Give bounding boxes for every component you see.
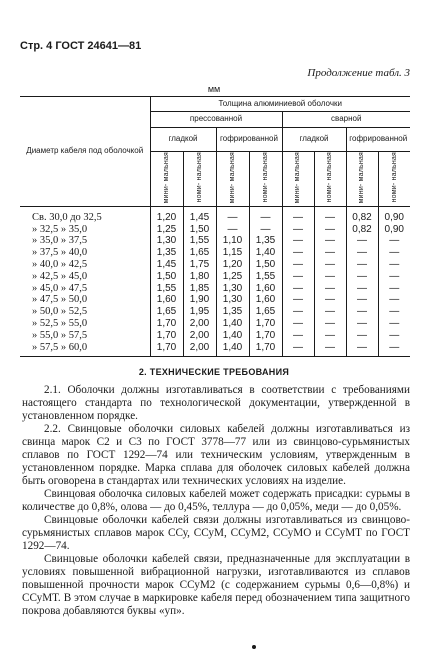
nom-header: номи- нальная bbox=[390, 152, 398, 203]
page-header: Стр. 4 ГОСТ 24641—81 bbox=[20, 40, 142, 52]
nom-header: номи- нальная bbox=[261, 152, 269, 203]
thickness-cell: — bbox=[282, 224, 314, 236]
thickness-cell: — bbox=[282, 235, 314, 247]
thickness-cell: 1,95 bbox=[183, 306, 216, 318]
thickness-cell: 1,10 bbox=[216, 235, 249, 247]
thickness-cell: 1,75 bbox=[183, 259, 216, 271]
thickness-cell: — bbox=[378, 235, 410, 247]
thickness-table bbox=[20, 96, 410, 357]
table-row bbox=[20, 318, 410, 330]
thickness-cell: 1,90 bbox=[183, 294, 216, 306]
min-header: мини- мальная bbox=[294, 152, 302, 204]
thickness-cell: — bbox=[346, 294, 378, 306]
paragraph: Свинцовая оболочка силовых кабелей может содержать присадки: сурьмы в количестве до 0,8%, олова — до 0,45%, теллура — до 0,05%, меди — до 0,05%. bbox=[22, 488, 410, 513]
thickness-cell: 0,90 bbox=[378, 224, 410, 236]
thickness-cell: 1,50 bbox=[150, 271, 183, 283]
thickness-cell: — bbox=[378, 294, 410, 306]
thickness-cell: — bbox=[314, 294, 346, 306]
thickness-cell: 1,15 bbox=[216, 247, 249, 259]
paragraph: 2.2. Свинцовые оболочки силовых кабелей должны изготавливаться из свинца марок С2 и С3 по ГОСТ 3778—77 или из свинцово-сурьмянистых сплавов по ГОСТ 1292—74 или техническим условиям, утвержденным в установленном порядке. Марка сплава для оболочек силовых кабелей должна быть оговорена в стандартах или технических условиях на изделие. bbox=[22, 423, 410, 487]
thickness-cell: — bbox=[378, 342, 410, 357]
body-text bbox=[22, 384, 410, 618]
thickness-cell: — bbox=[346, 306, 378, 318]
thickness-cell: 1,55 bbox=[249, 271, 282, 283]
thickness-cell: 1,45 bbox=[183, 206, 216, 223]
diameter-range-cell: » 45,0 » 47,5 bbox=[20, 283, 150, 295]
diameter-range-cell: » 37,5 » 40,0 bbox=[20, 247, 150, 259]
diameter-range-cell: » 55,0 » 57,5 bbox=[20, 330, 150, 342]
thickness-cell: — bbox=[346, 283, 378, 295]
thickness-cell: 1,65 bbox=[183, 247, 216, 259]
thickness-cell: — bbox=[249, 224, 282, 236]
thickness-cell: 0,90 bbox=[378, 206, 410, 223]
min-header: мини- мальная bbox=[358, 152, 366, 204]
thickness-cell: — bbox=[346, 247, 378, 259]
min-header: мини- мальная bbox=[228, 152, 236, 204]
thickness-cell: — bbox=[378, 271, 410, 283]
thickness-cell: — bbox=[314, 247, 346, 259]
thickness-cell: — bbox=[314, 206, 346, 223]
thickness-cell: — bbox=[378, 247, 410, 259]
thickness-cell: 1,60 bbox=[249, 294, 282, 306]
thickness-cell: — bbox=[314, 271, 346, 283]
thickness-cell: — bbox=[314, 330, 346, 342]
thickness-cell: — bbox=[378, 283, 410, 295]
paragraph: 2.1. Оболочки должны изготавливаться в соответствии с требованиями настоящего стандарта по технологической документации, утвержденной в установленном порядке. bbox=[22, 384, 410, 422]
thickness-cell: — bbox=[346, 259, 378, 271]
table-row bbox=[20, 306, 410, 318]
thickness-cell: — bbox=[378, 330, 410, 342]
thickness-cell: — bbox=[282, 247, 314, 259]
diameter-range-cell: » 40,0 » 42,5 bbox=[20, 259, 150, 271]
pressed-smooth-header: гладкой bbox=[150, 128, 216, 152]
table-row bbox=[20, 330, 410, 342]
thickness-cell: 1,80 bbox=[183, 271, 216, 283]
thickness-cell: 0,82 bbox=[346, 224, 378, 236]
section-title: 2. ТЕХНИЧЕСКИЕ ТРЕБОВАНИЯ bbox=[138, 367, 290, 377]
table-row bbox=[20, 235, 410, 247]
thickness-cell: — bbox=[378, 306, 410, 318]
thickness-cell: 1,70 bbox=[150, 342, 183, 357]
thickness-cell: 1,60 bbox=[249, 283, 282, 295]
thickness-cell: 1,60 bbox=[150, 294, 183, 306]
table-row bbox=[20, 206, 410, 223]
thickness-cell: 1,70 bbox=[150, 330, 183, 342]
thickness-cell: — bbox=[314, 306, 346, 318]
thickness-cell: 2,00 bbox=[183, 330, 216, 342]
thickness-cell: 1,40 bbox=[216, 318, 249, 330]
unit-label: мм bbox=[207, 84, 221, 94]
nom-header: номи- нальная bbox=[326, 152, 334, 203]
paragraph: Свинцовые оболочки кабелей связи, предназначенные для эксплуатации в условиях повышенной вибрационной нагрузки, изготавливаются из сплавов повышенной прочности марок ССуМ2 (с содержанием сурьмы 0,6—0,8%) и ССуМТ. В этом случае в маркировке кабеля перед обозначением типа защитного покрова добавляются буквы «уп». bbox=[22, 553, 410, 617]
thickness-cell: — bbox=[314, 318, 346, 330]
welded-header: сварной bbox=[282, 112, 410, 128]
diameter-range-cell: Св. 30,0 до 32,5 bbox=[20, 206, 150, 223]
thickness-cell: — bbox=[314, 283, 346, 295]
thickness-cell: 1,70 bbox=[249, 330, 282, 342]
thickness-cell: — bbox=[346, 271, 378, 283]
diameter-range-cell: » 42,5 » 45,0 bbox=[20, 271, 150, 283]
diameter-range-cell: » 57,5 » 60,0 bbox=[20, 342, 150, 357]
col-diameter-header: Диаметр кабеля под оболочкой bbox=[20, 97, 150, 207]
diameter-range-cell: » 52,5 » 55,0 bbox=[20, 318, 150, 330]
thickness-cell: 1,25 bbox=[150, 224, 183, 236]
thickness-cell: 1,65 bbox=[249, 306, 282, 318]
thickness-cell: — bbox=[282, 342, 314, 357]
thickness-cell: — bbox=[216, 224, 249, 236]
table-row bbox=[20, 224, 410, 236]
nom-header: номи- нальная bbox=[195, 152, 203, 203]
table-body bbox=[20, 206, 410, 357]
min-header: мини- мальная bbox=[162, 152, 170, 204]
thickness-cell: 1,35 bbox=[150, 247, 183, 259]
thickness-cell: — bbox=[346, 342, 378, 357]
table-row bbox=[20, 259, 410, 271]
thickness-cell: 1,70 bbox=[150, 318, 183, 330]
thickness-cell: 1,25 bbox=[216, 271, 249, 283]
thickness-cell: — bbox=[378, 259, 410, 271]
col-thickness-header: Толщина алюминиевой оболочки bbox=[150, 97, 410, 112]
thickness-cell: 1,85 bbox=[183, 283, 216, 295]
diameter-range-cell: » 35,0 » 37,5 bbox=[20, 235, 150, 247]
thickness-cell: 1,40 bbox=[216, 342, 249, 357]
thickness-cell: 2,00 bbox=[183, 342, 216, 357]
thickness-cell: — bbox=[314, 342, 346, 357]
thickness-cell: — bbox=[216, 206, 249, 223]
thickness-cell: 1,45 bbox=[150, 259, 183, 271]
pressed-corrugated-header: гофрированной bbox=[216, 128, 282, 152]
diameter-range-cell: » 32,5 » 35,0 bbox=[20, 224, 150, 236]
thickness-cell: — bbox=[282, 259, 314, 271]
thickness-cell: 1,70 bbox=[249, 318, 282, 330]
thickness-cell: 0,82 bbox=[346, 206, 378, 223]
thickness-cell: 1,35 bbox=[216, 306, 249, 318]
thickness-cell: 1,50 bbox=[183, 224, 216, 236]
thickness-cell: — bbox=[346, 318, 378, 330]
page-dot bbox=[252, 645, 256, 649]
thickness-cell: — bbox=[282, 206, 314, 223]
thickness-cell: — bbox=[282, 306, 314, 318]
diameter-range-cell: » 47,5 » 50,0 bbox=[20, 294, 150, 306]
table-row bbox=[20, 342, 410, 357]
thickness-cell: — bbox=[282, 294, 314, 306]
thickness-cell: — bbox=[282, 271, 314, 283]
thickness-cell: 1,50 bbox=[249, 259, 282, 271]
thickness-cell: — bbox=[346, 235, 378, 247]
pressed-header: прессованной bbox=[150, 112, 282, 128]
table-row bbox=[20, 247, 410, 259]
thickness-cell: — bbox=[282, 283, 314, 295]
diameter-range-cell: » 50,0 » 52,5 bbox=[20, 306, 150, 318]
table-row bbox=[20, 294, 410, 306]
thickness-cell: 1,55 bbox=[183, 235, 216, 247]
thickness-cell: 1,30 bbox=[150, 235, 183, 247]
thickness-cell: 1,30 bbox=[216, 294, 249, 306]
thickness-cell: 1,30 bbox=[216, 283, 249, 295]
thickness-cell: 1,40 bbox=[249, 247, 282, 259]
thickness-cell: 1,55 bbox=[150, 283, 183, 295]
thickness-cell: 1,40 bbox=[216, 330, 249, 342]
table-continuation-label: Продолжение табл. 3 bbox=[307, 67, 410, 79]
thickness-cell: 1,70 bbox=[249, 342, 282, 357]
thickness-cell: 1,20 bbox=[216, 259, 249, 271]
thickness-cell: — bbox=[314, 224, 346, 236]
welded-smooth-header: гладкой bbox=[282, 128, 346, 152]
thickness-cell: 1,35 bbox=[249, 235, 282, 247]
thickness-cell: — bbox=[282, 330, 314, 342]
thickness-cell: — bbox=[314, 259, 346, 271]
table-row bbox=[20, 271, 410, 283]
table-row bbox=[20, 283, 410, 295]
thickness-cell: — bbox=[282, 318, 314, 330]
thickness-cell: — bbox=[378, 318, 410, 330]
thickness-cell: 2,00 bbox=[183, 318, 216, 330]
thickness-cell: — bbox=[249, 206, 282, 223]
paragraph: Свинцовые оболочки кабелей связи должны изготавливаться из свинцово-сурьмянистых сплавов марок ССу, ССуМ, ССуМ2, ССуМО и ССуМТ по ГОСТ 1292—74. bbox=[22, 514, 410, 552]
thickness-cell: — bbox=[346, 330, 378, 342]
thickness-cell: 1,20 bbox=[150, 206, 183, 223]
welded-corrugated-header: гофрированной bbox=[346, 128, 410, 152]
thickness-cell: 1,65 bbox=[150, 306, 183, 318]
thickness-cell: — bbox=[314, 235, 346, 247]
